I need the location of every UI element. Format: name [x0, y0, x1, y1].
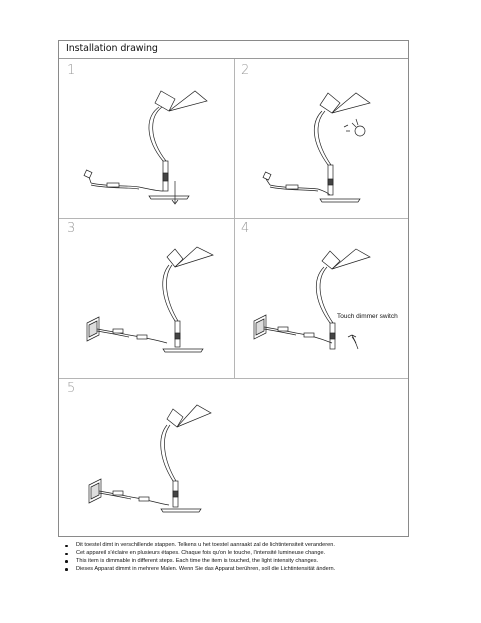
step-5-illustration: [79, 399, 229, 529]
lamp-icon: [314, 93, 370, 202]
bulb-icon: [344, 119, 365, 136]
grid-divider-vertical: [234, 59, 235, 379]
title-bar: [59, 41, 408, 59]
step-number-5: 5: [67, 381, 76, 396]
touch-dimmer-callout: Touch dimmer switch: [337, 313, 398, 320]
cable-icon: [99, 491, 169, 505]
step-number-1: 1: [67, 63, 76, 78]
notes-list: [62, 542, 421, 574]
installation-drawing-frame: [58, 40, 409, 537]
step-3-illustration: [79, 239, 229, 369]
lamp-icon: [149, 91, 207, 204]
note-dutch: Dit toestel dimt in verschillende stappen. Telkens u het toestel aanraakt zal de lichtintensiteit veranderen.: [76, 542, 421, 550]
cable-icon: [97, 329, 167, 343]
lamp-icon: [161, 405, 211, 512]
note-english: This item is dimmable in different steps. Each time the item is touched, the light intensity changes.: [76, 558, 421, 566]
step-4-illustration: [244, 239, 404, 369]
page-title: Installation drawing: [66, 43, 158, 54]
cable-icon: [84, 170, 163, 191]
cable-icon: [263, 172, 330, 195]
grid-divider-row-2: [59, 378, 408, 379]
cable-icon: [264, 327, 332, 343]
step-2-illustration: [244, 81, 404, 211]
note-german: Dieses Apparat dimmt in mehrere Malen. Wenn Sie das Apparat berühren, soll die Lichtintensität ändern.: [76, 566, 421, 574]
lamp-icon: [163, 247, 213, 352]
step-1-illustration: [79, 81, 229, 211]
grid-divider-row-1: [59, 218, 408, 219]
step-number-2: 2: [241, 63, 250, 78]
note-french: Cet appareil s'éclaire en plusieurs étapes. Chaque fois qu'on le touche, l'intensité lumineuse change.: [76, 550, 421, 558]
touch-hand-icon: [348, 335, 358, 349]
step-number-3: 3: [67, 221, 76, 236]
lamp-icon: [316, 249, 370, 349]
step-number-4: 4: [241, 221, 250, 236]
